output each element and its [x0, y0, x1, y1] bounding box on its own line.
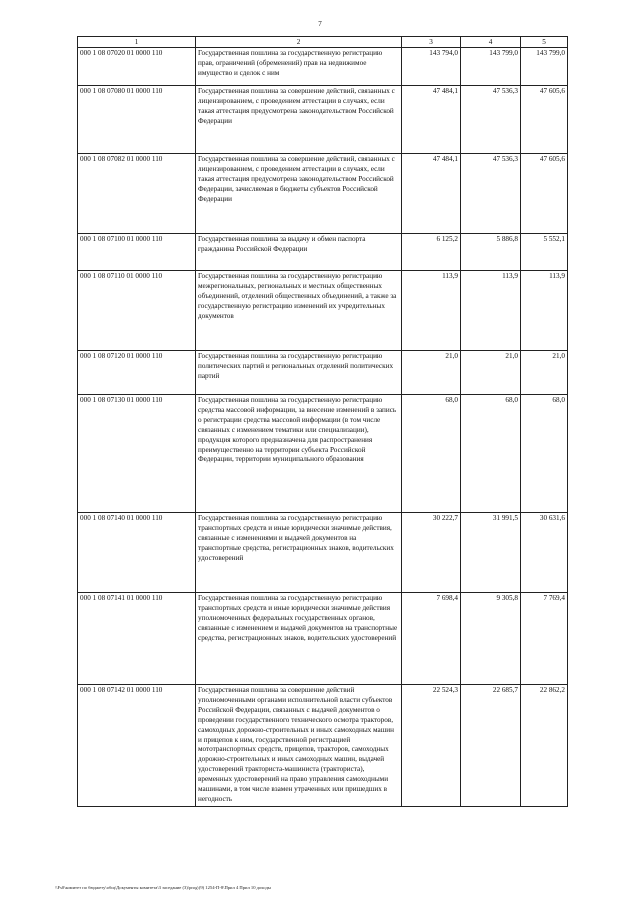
- revenue-code: 000 1 08 07130 01 0000 110: [78, 395, 196, 513]
- value-col3: 68,0: [402, 395, 461, 513]
- revenue-code: 000 1 08 07100 01 0000 110: [78, 234, 196, 271]
- value-col5: 47 605,6: [521, 154, 568, 234]
- value-col3: 113,9: [402, 271, 461, 351]
- revenue-code: 000 1 08 07020 01 0000 110: [78, 48, 196, 86]
- revenue-description: Государственная пошлина за государственную регистрацию политических партий и региональных отделений политических партий: [196, 351, 402, 395]
- value-col3: 47 484,1: [402, 86, 461, 154]
- column-header-1: 1: [78, 37, 196, 48]
- value-col5: 30 631,6: [521, 513, 568, 593]
- column-header-3: 3: [402, 37, 461, 48]
- value-col5: 47 605,6: [521, 86, 568, 154]
- revenue-code: 000 1 08 07141 01 0000 110: [78, 593, 196, 685]
- column-header-5: 5: [521, 37, 568, 48]
- value-col5: 68,0: [521, 395, 568, 513]
- file-path-footer: \\Fs0\комитет по бюджету\общ\Документы комитета\3 заседание (3)\prog\(9) 1254-П-8\Прил 4 Прил 10 доходы: [55, 885, 271, 890]
- value-col3: 22 524,3: [402, 685, 461, 807]
- table-row: [78, 513, 568, 593]
- table-row: [78, 48, 568, 86]
- revenue-code: 000 1 08 07140 01 0000 110: [78, 513, 196, 593]
- revenue-description: Государственная пошлина за государственную регистрацию межрегиональных, региональных и местных общественных объединений, отделений общественных объединений, а также за государственную регистрацию изменений их учредительных документов: [196, 271, 402, 351]
- value-col5: 7 769,4: [521, 593, 568, 685]
- revenue-description: Государственная пошлина за совершение действий, связанных с лицензированием, с проведением аттестации в случаях, если такая аттестация предусмотрена законодательством Российской Федерации: [196, 86, 402, 154]
- value-col4: 113,9: [461, 271, 521, 351]
- value-col4: 68,0: [461, 395, 521, 513]
- value-col4: 5 886,8: [461, 234, 521, 271]
- revenue-description: Государственная пошлина за выдачу и обмен паспорта гражданина Российской Федерации: [196, 234, 402, 271]
- value-col4: 22 685,7: [461, 685, 521, 807]
- revenue-code: 000 1 08 07080 01 0000 110: [78, 86, 196, 154]
- column-header-4: 4: [461, 37, 521, 48]
- value-col4: 143 799,0: [461, 48, 521, 86]
- value-col3: 143 794,0: [402, 48, 461, 86]
- revenue-description: Государственная пошлина за государственную регистрацию транспортных средств и иные юридически значимые действия, связанные с изменениями и выдачей документов на транспортные средства, регистрационных знаков, водительских удостоверений: [196, 513, 402, 593]
- value-col4: 9 305,8: [461, 593, 521, 685]
- table-row: [78, 685, 568, 807]
- table-row: [78, 86, 568, 154]
- page-number: 7: [318, 20, 322, 28]
- revenue-table: [77, 36, 568, 807]
- table-row: [78, 593, 568, 685]
- revenue-description: Государственная пошлина за государственную регистрацию средства массовой информации, за внесение изменений в запись о регистрации средства массовой информации (в том числе связанных с изменением тематики или специализации), продукция которого предназначена для распространения преимущественно на территории субъекта Российской Федерации, территории муниципального образования: [196, 395, 402, 513]
- column-header-2: 2: [196, 37, 402, 48]
- table-row: [78, 351, 568, 395]
- value-col5: 5 552,1: [521, 234, 568, 271]
- value-col3: 7 698,4: [402, 593, 461, 685]
- value-col3: 21,0: [402, 351, 461, 395]
- table-row: [78, 395, 568, 513]
- revenue-code: 000 1 08 07142 01 0000 110: [78, 685, 196, 807]
- value-col4: 47 536,3: [461, 86, 521, 154]
- value-col5: 113,9: [521, 271, 568, 351]
- value-col3: 30 222,7: [402, 513, 461, 593]
- value-col4: 31 991,5: [461, 513, 521, 593]
- value-col4: 47 536,3: [461, 154, 521, 234]
- table-row: [78, 154, 568, 234]
- revenue-description: Государственная пошлина за государственную регистрацию транспортных средств и иные юридически значимые действия уполномоченных федеральных государственных органов, связанные с изменением и выдачей документов на транспортные средства, регистрационных знаков, водительских удостоверений: [196, 593, 402, 685]
- value-col5: 22 862,2: [521, 685, 568, 807]
- revenue-code: 000 1 08 07120 01 0000 110: [78, 351, 196, 395]
- revenue-description: Государственная пошлина за совершение действий, связанных с лицензированием, с проведением аттестации в случаях, если такая аттестация предусмотрена законодательством Российской Федерации, зачисляемая в бюджеты субъектов Российской Федерации: [196, 154, 402, 234]
- value-col3: 6 125,2: [402, 234, 461, 271]
- column-number-row: [78, 37, 568, 48]
- revenue-description: Государственная пошлина за совершение действий уполномоченными органами исполнительной власти субъектов Российской Федерации, связанных с выдачей документов о проведении государственного технического осмотра тракторов, самоходных дорожно-строительных и иных самоходных машин и прицепов к ним, государственной регистрацией мототранспортных средств, прицепов, тракторов, самоходных дорожно-строительных и иных самоходных машин, выдачей удостоверений тракториста-машиниста (тракториста), временных удостоверений на право управления самоходными машинами, в том числе взамен утраченных или пришедших в негодность: [196, 685, 402, 807]
- value-col5: 21,0: [521, 351, 568, 395]
- value-col3: 47 484,1: [402, 154, 461, 234]
- value-col4: 21,0: [461, 351, 521, 395]
- table-row: [78, 234, 568, 271]
- revenue-code: 000 1 08 07110 01 0000 110: [78, 271, 196, 351]
- revenue-code: 000 1 08 07082 01 0000 110: [78, 154, 196, 234]
- table-row: [78, 271, 568, 351]
- revenue-description: Государственная пошлина за государственную регистрацию прав, ограничений (обременений) прав на недвижимое имущество и сделок с ним: [196, 48, 402, 86]
- value-col5: 143 799,0: [521, 48, 568, 86]
